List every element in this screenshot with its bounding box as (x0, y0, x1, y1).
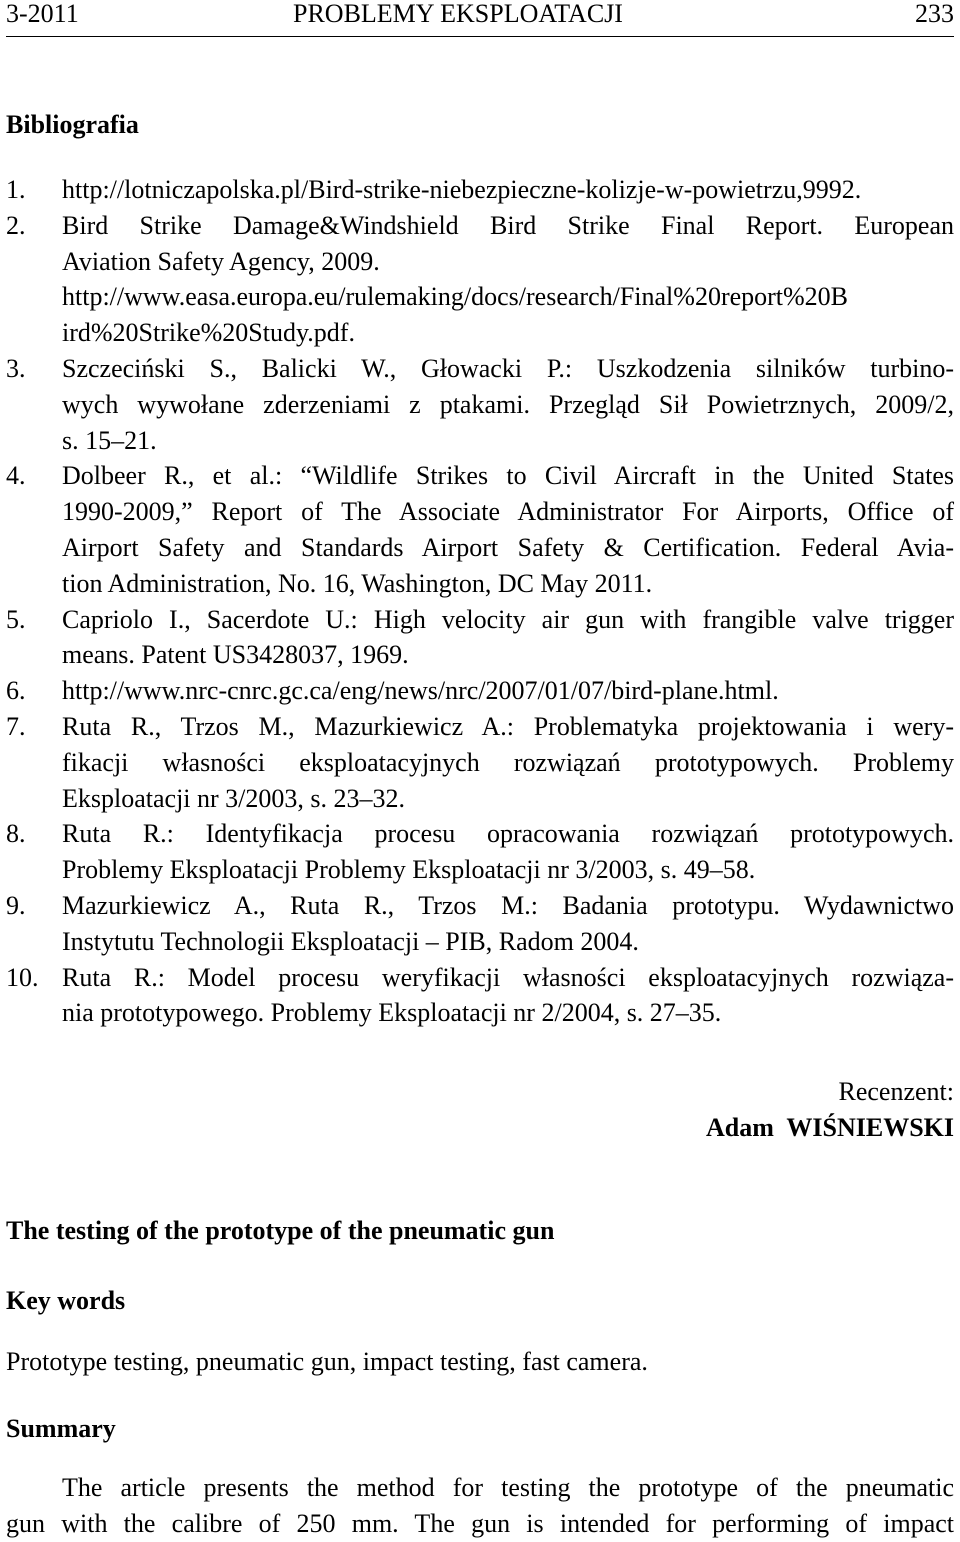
reference-text: Capriolo I., Sacerdote U.: High velocity air gun with frangible valve trigger (62, 604, 954, 634)
reference-5 (0, 602, 954, 674)
reference-text: http://lotniczapolska.pl/Bird-strike-niebezpieczne-kolizje-w-powietrzu,9992. (62, 175, 862, 204)
reference-link[interactable]: ird%20Strike%20Study.pdf. (62, 318, 355, 348)
reference-3 (0, 351, 954, 458)
reference-link[interactable]: http://www.nrc-cnrc.gc.ca/eng/news/nrc/2007/01/07/bird-plane.html. (62, 676, 779, 706)
reference-text: tion Administration, No. 16, Washington, DC May 2011. (62, 568, 653, 598)
reference-text: Ruta R., Trzos M., Mazurkiewicz A.: Problematyka projektowania i wery- (62, 711, 954, 741)
reference-number: 4. (6, 461, 26, 491)
english-title: The testing of the prototype of the pneumatic gun (6, 1216, 555, 1245)
summary-line: The article presents the method for testing the prototype of the pneumatic (62, 1473, 954, 1502)
reference-4 (0, 458, 954, 601)
reference-number: 10. (6, 962, 39, 992)
summary-line: gun with the calibre of 250 mm. The gun is intended for performing of impact (6, 1509, 954, 1538)
reference-link[interactable]: http://www.easa.europa.eu/rulemaking/docs/research/Final%20report%20B (62, 282, 849, 312)
reference-text: nia prototypowego. Problemy Eksploatacji nr 2/2004, s. 27–35. (62, 998, 722, 1028)
reference-text: 1990-2009,” Report of The Associate Administrator For Airports, Office of (62, 497, 954, 527)
reference-8 (0, 816, 954, 888)
reference-2 (0, 208, 954, 351)
reference-text: Szczeciński S., Balicki W., Głowacki P.: Uszkodzenia silników turbino- (62, 353, 954, 383)
reference-text: means. Patent US3428037, 1969. (62, 640, 409, 670)
reference-number: 6. (6, 676, 26, 706)
running-header (6, 0, 954, 32)
reference-text: Eksploatacji nr 3/2003, s. 23–32. (62, 783, 406, 813)
reference-number: 5. (6, 604, 26, 634)
summary-heading: Summary (6, 1414, 116, 1443)
reference-number: 3. (6, 353, 26, 383)
reference-number: 2. (6, 210, 26, 240)
keywords-heading: Key words (6, 1286, 126, 1315)
reference-10 (0, 960, 954, 1032)
bibliography-heading: Bibliografia (6, 110, 139, 139)
page-number: 233 (915, 0, 954, 28)
reference-text: s. 15–21. (62, 425, 157, 455)
reference-number: 9. (6, 890, 26, 920)
reference-text: Mazurkiewicz A., Ruta R., Trzos M.: Badania prototypu. Wydawnictwo (62, 890, 954, 920)
keywords-text: Prototype testing, pneumatic gun, impact testing, fast camera. (6, 1347, 648, 1376)
reviewer-label: Recenzent: (838, 1077, 954, 1106)
summary-text (6, 1470, 954, 1542)
reference-6 (0, 673, 954, 709)
reference-9 (0, 888, 954, 960)
reference-1 (0, 172, 954, 208)
reference-number: 7. (6, 711, 26, 741)
reviewer-block (706, 1074, 954, 1146)
reference-text: Aviation Safety Agency, 2009. (62, 246, 380, 276)
reviewer-name: Adam WIŚNIEWSKI (705, 1113, 954, 1142)
reference-text: Airport Safety and Standards Airport Safety & Certification. Federal Avia- (62, 532, 954, 562)
reference-text: Ruta R.: Identyfikacja procesu opracowania rozwiązań prototypowych. (62, 819, 954, 849)
reference-text: Ruta R.: Model procesu weryfikacji własności eksploatacyjnych rozwiąza- (62, 962, 954, 992)
reference-text: Instytutu Technologii Eksploatacji – PIB, Radom 2004. (62, 926, 639, 956)
reference-number: 1. (6, 175, 26, 204)
reference-text: Bird Strike Damage&Windshield Bird Strike Final Report. European (62, 210, 954, 240)
journal-title: PROBLEMY EKSPLOATACJI (293, 0, 623, 28)
reference-text: wych wywołane zderzeniami z ptakami. Przegląd Sił Powietrznych, 2009/2, (62, 389, 954, 419)
reference-text: Dolbeer R., et al.: “Wildlife Strikes to Civil Aircraft in the United States (62, 461, 954, 491)
reference-number: 8. (6, 819, 26, 849)
bibliography-list (0, 172, 960, 1031)
header-rule (6, 36, 954, 37)
reference-text: fikacji własności eksploatacyjnych rozwiązań prototypowych. Problemy (62, 747, 954, 777)
issue-number: 3-2011 (6, 0, 79, 28)
reference-7 (0, 709, 954, 816)
reference-text: Problemy Eksploatacji Problemy Eksploatacji nr 3/2003, s. 49–58. (62, 855, 756, 885)
